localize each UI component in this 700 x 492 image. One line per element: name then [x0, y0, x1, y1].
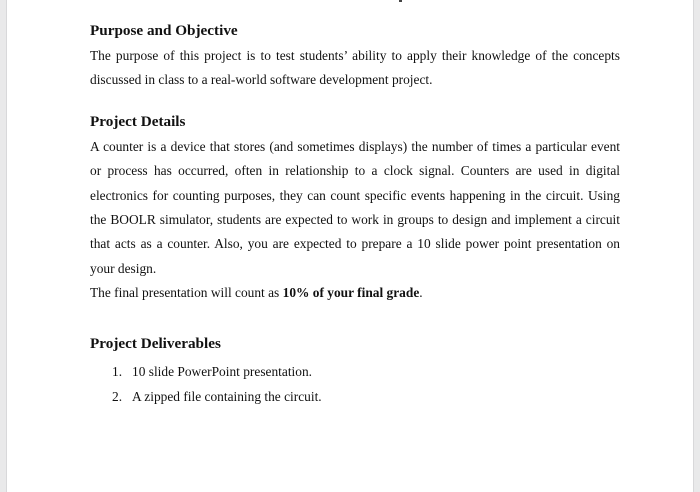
- list-item-number: 1.: [112, 363, 123, 379]
- deliverables-list: [90, 359, 620, 409]
- grade-prefix: The final presentation will count as: [90, 285, 283, 301]
- grade-emphasis: 10% of your final grade: [282, 285, 420, 301]
- document-page: [6, 0, 694, 492]
- list-item: [112, 384, 620, 409]
- grade-suffix: .: [419, 285, 423, 301]
- details-text: A counter is a device that stores (and sometimes displays) the number of times a particular event or process has occurred, often in relationship to a clock signal. Counters are used in digital electronics for counting purposes, they can count specific events happening in the circuit. Using the BOOLR simulator, students are expected to work in groups to design and implement a circuit that acts as a counter. Also, you are expected to prepare a 10 slide power point presentation on your design.: [90, 138, 620, 276]
- grade-line: [90, 281, 620, 305]
- list-item: [112, 359, 620, 384]
- list-item-text: 10 slide PowerPoint presentation.: [132, 363, 313, 379]
- details-heading: Project Details: [90, 112, 186, 130]
- purpose-heading: Purpose and Objective: [90, 22, 238, 39]
- deliverables-heading: Project Deliverables: [90, 334, 221, 352]
- purpose-text: The purpose of this project is to test students’ ability to apply their knowledge of the concepts discussed in class to a real-world software development project.: [90, 48, 620, 88]
- list-item-text: A zipped file containing the circuit.: [132, 388, 322, 404]
- list-item-number: 2.: [112, 388, 123, 404]
- document-content: [90, 20, 620, 409]
- page-top-mark: [399, 0, 402, 2]
